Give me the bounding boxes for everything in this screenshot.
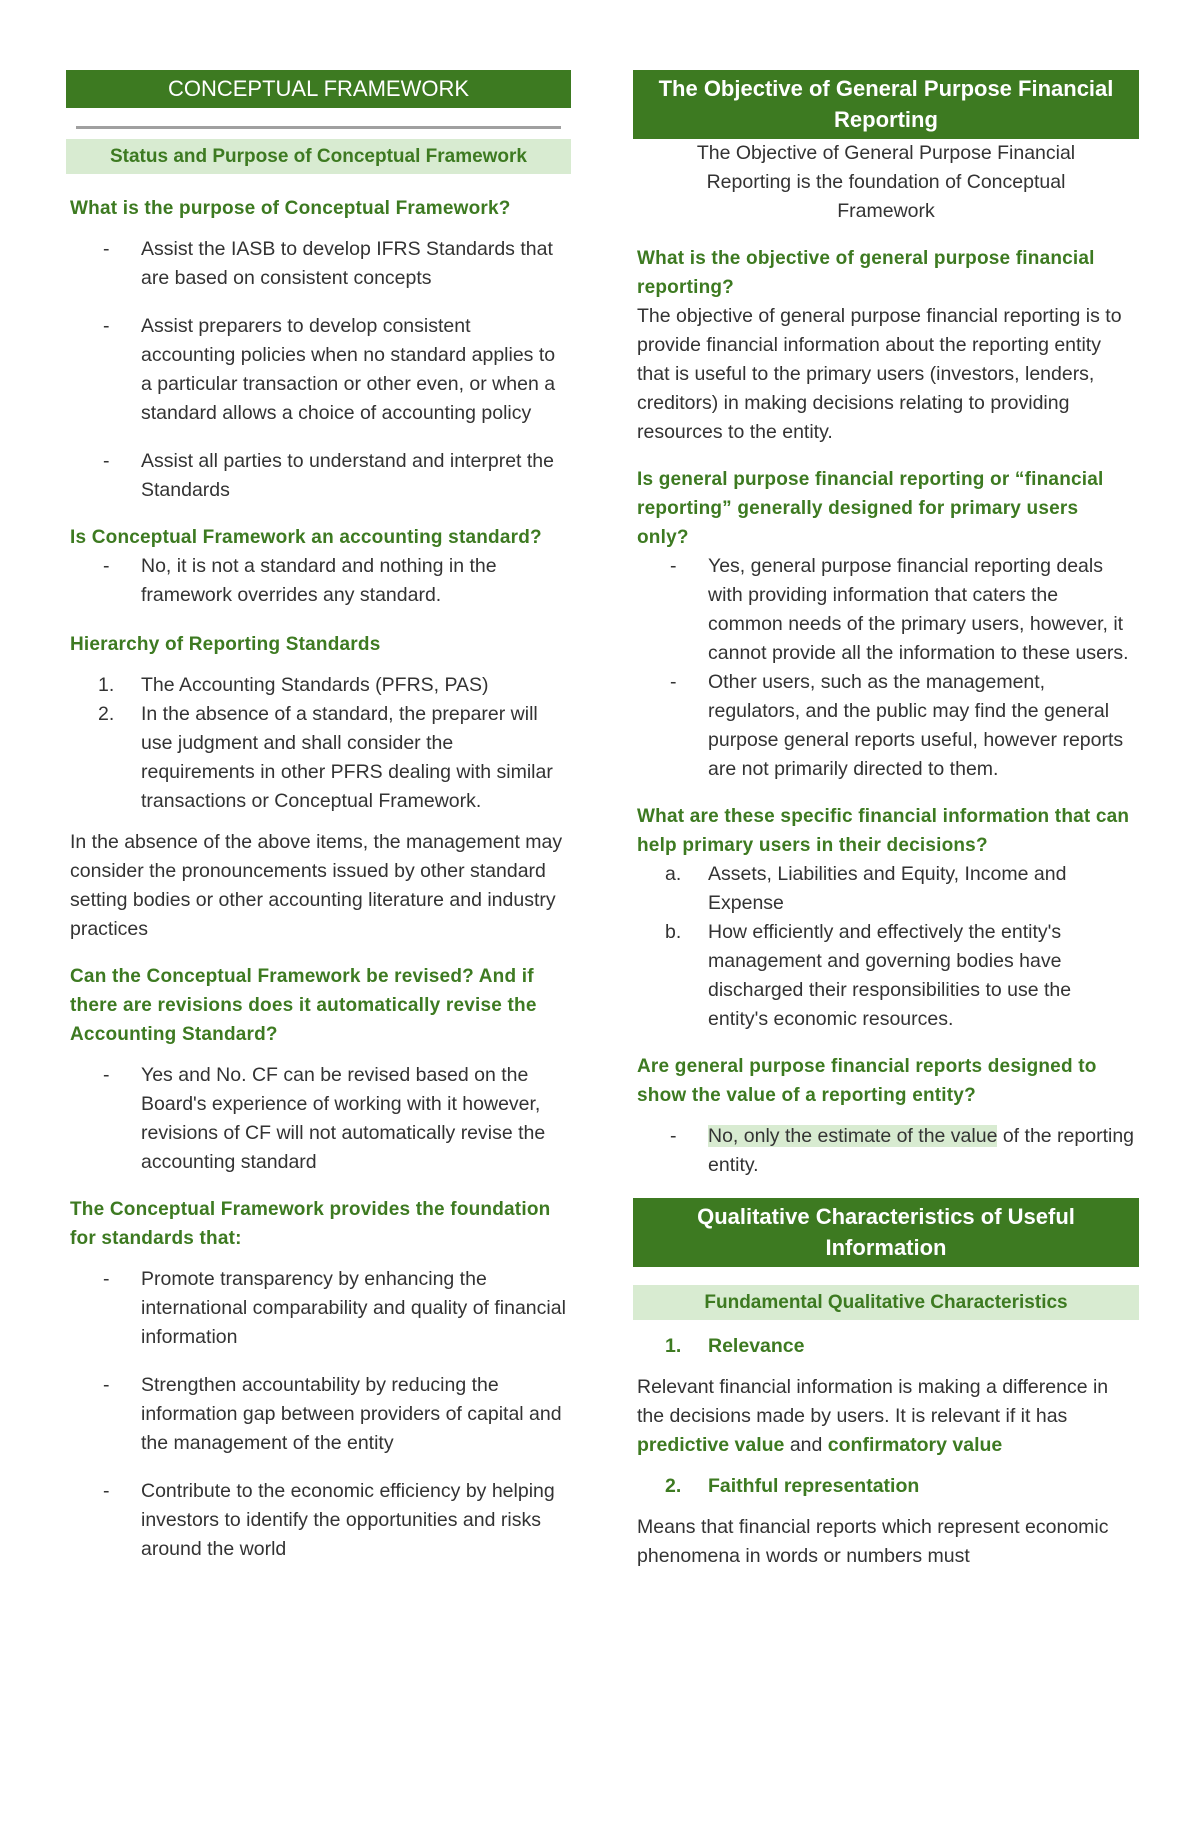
faithful-paragraph: Means that financial reports which represent economic phenomena in words or numbers must bbox=[637, 1516, 1109, 1567]
revised-list bbox=[66, 1061, 571, 1177]
list-item bbox=[633, 1122, 1139, 1180]
list-item-text: In the absence of a standard, the preparer will use judgment and shall consider the requirements in other PFRS dealing with similar transactions or Conceptual Framework. bbox=[141, 703, 553, 812]
right-column bbox=[633, 70, 1139, 1571]
list-item bbox=[66, 671, 571, 700]
list-marker: a. bbox=[665, 863, 682, 885]
purpose-list bbox=[66, 235, 571, 505]
list-marker: 1. bbox=[665, 1335, 682, 1357]
list-item: - Yes and No. CF can be revised based on the Board's experience of working with it however, revisions of CF will not automatically revise the accounting standard bbox=[66, 1061, 571, 1177]
highlighted-text: No, only the estimate of the value bbox=[708, 1125, 998, 1147]
qualitative-banner: Qualitative Characteristics of Useful Information bbox=[633, 1198, 1139, 1267]
designed-list bbox=[633, 552, 1139, 784]
list-item: - Contribute to the economic efficiency by helping investors to identify the opportunities and risks around the world bbox=[66, 1477, 571, 1564]
objective-banner: The Objective of General Purpose Financial Reporting bbox=[633, 70, 1139, 139]
relevance-title: Relevance bbox=[708, 1335, 805, 1357]
list-marker: b. bbox=[665, 921, 682, 943]
hierarchy-list bbox=[66, 671, 571, 816]
paragraph-text: Relevant financial information is making a difference in the decisions made by users. It is relevant if it has bbox=[637, 1376, 1109, 1427]
fundamental-subheading: Fundamental Qualitative Characteristics bbox=[633, 1285, 1139, 1320]
faithful-heading bbox=[633, 1472, 1139, 1501]
list-item: - Promote transparency by enhancing the international comparability and quality of financial information bbox=[66, 1265, 571, 1352]
foundation-list bbox=[66, 1265, 571, 1564]
hierarchy-heading: Hierarchy of Reporting Standards bbox=[70, 634, 381, 655]
relevance-heading bbox=[633, 1332, 1139, 1361]
objective-answer: The objective of general purpose financial reporting is to provide financial information about the reporting entity that is useful to the primary users (investors, lenders, creditors) in making decisions relating to providing resources to the entity. bbox=[637, 305, 1122, 443]
list-item bbox=[633, 1332, 1139, 1361]
list-item-text: of the reporting entity. bbox=[708, 1125, 1135, 1176]
list-marker: 2. bbox=[665, 1475, 682, 1497]
list-item: - Assist preparers to develop consistent accounting policies when no standard applies to a particular transaction or other even, or when a standard allows a choice of accounting policy bbox=[66, 312, 571, 428]
left-column bbox=[66, 70, 571, 1564]
question-specific: What are these specific financial information that can help primary users in their decisions? bbox=[637, 806, 1130, 856]
list-item: - Strengthen accountability by reducing the information gap between providers of capital and the management of the entity bbox=[66, 1371, 571, 1458]
list-item bbox=[633, 860, 1139, 918]
question-value: Are general purpose financial reports designed to show the value of a reporting entity? bbox=[637, 1056, 1097, 1106]
divider-line bbox=[76, 126, 561, 129]
list-item-text: Assets, Liabilities and Equity, Income and Expense bbox=[708, 863, 1067, 914]
relevance-paragraph bbox=[637, 1373, 1135, 1460]
paragraph-text: and bbox=[784, 1434, 828, 1456]
list-item: - Assist all parties to understand and interpret the Standards bbox=[66, 447, 571, 505]
status-purpose-subheading: Status and Purpose of Conceptual Framework bbox=[66, 139, 571, 174]
list-item bbox=[633, 1472, 1139, 1501]
list-marker: 2. bbox=[98, 703, 115, 725]
question-purpose: What is the purpose of Conceptual Framework? bbox=[70, 198, 511, 219]
list-item bbox=[633, 918, 1139, 1034]
faithful-title: Faithful representation bbox=[708, 1475, 920, 1497]
foundation-heading: The Conceptual Framework provides the foundation for standards that: bbox=[70, 1199, 551, 1249]
is-standard-list bbox=[66, 552, 571, 610]
list-item bbox=[66, 700, 571, 816]
list-item-text: How efficiently and effectively the entity's management and governing bodies have discharged their responsibilities to use the entity's economic resources. bbox=[708, 921, 1072, 1030]
list-item: - No, it is not a standard and nothing in the framework overrides any standard. bbox=[66, 552, 571, 610]
question-objective: What is the objective of general purpose financial reporting? bbox=[637, 248, 1095, 298]
question-is-standard: Is Conceptual Framework an accounting standard? bbox=[70, 527, 542, 548]
value-list bbox=[633, 1122, 1139, 1180]
question-revised: Can the Conceptual Framework be revised? And if there are revisions does it automatically revise the Accounting Standard? bbox=[70, 966, 537, 1045]
confirmatory-value-term: confirmatory value bbox=[827, 1434, 1003, 1456]
list-item: - Other users, such as the management, regulators, and the public may find the general purpose general reports useful, however reports are not primarily directed to them. bbox=[633, 668, 1139, 784]
conceptual-framework-banner: CONCEPTUAL FRAMEWORK bbox=[66, 70, 571, 108]
specific-list bbox=[633, 860, 1139, 1034]
question-designed: Is general purpose financial reporting or “financial reporting” generally designed for primary users only? bbox=[637, 469, 1104, 548]
list-item: - Yes, general purpose financial reporting deals with providing information that caters the common needs of the primary users, however, it cannot provide all the information to these users. bbox=[633, 552, 1139, 668]
objective-intro: The Objective of General Purpose Financial Reporting is the foundation of Conceptual Framework bbox=[696, 142, 1076, 222]
list-item: - Assist the IASB to develop IFRS Standards that are based on consistent concepts bbox=[66, 235, 571, 293]
predictive-value-term: predictive value bbox=[637, 1434, 785, 1456]
absence-paragraph: In the absence of the above items, the management may consider the pronouncements issued by other standard setting bodies or other accounting literature and industry practices bbox=[70, 831, 563, 940]
list-marker: 1. bbox=[98, 674, 115, 696]
list-item-text: The Accounting Standards (PFRS, PAS) bbox=[141, 674, 489, 696]
